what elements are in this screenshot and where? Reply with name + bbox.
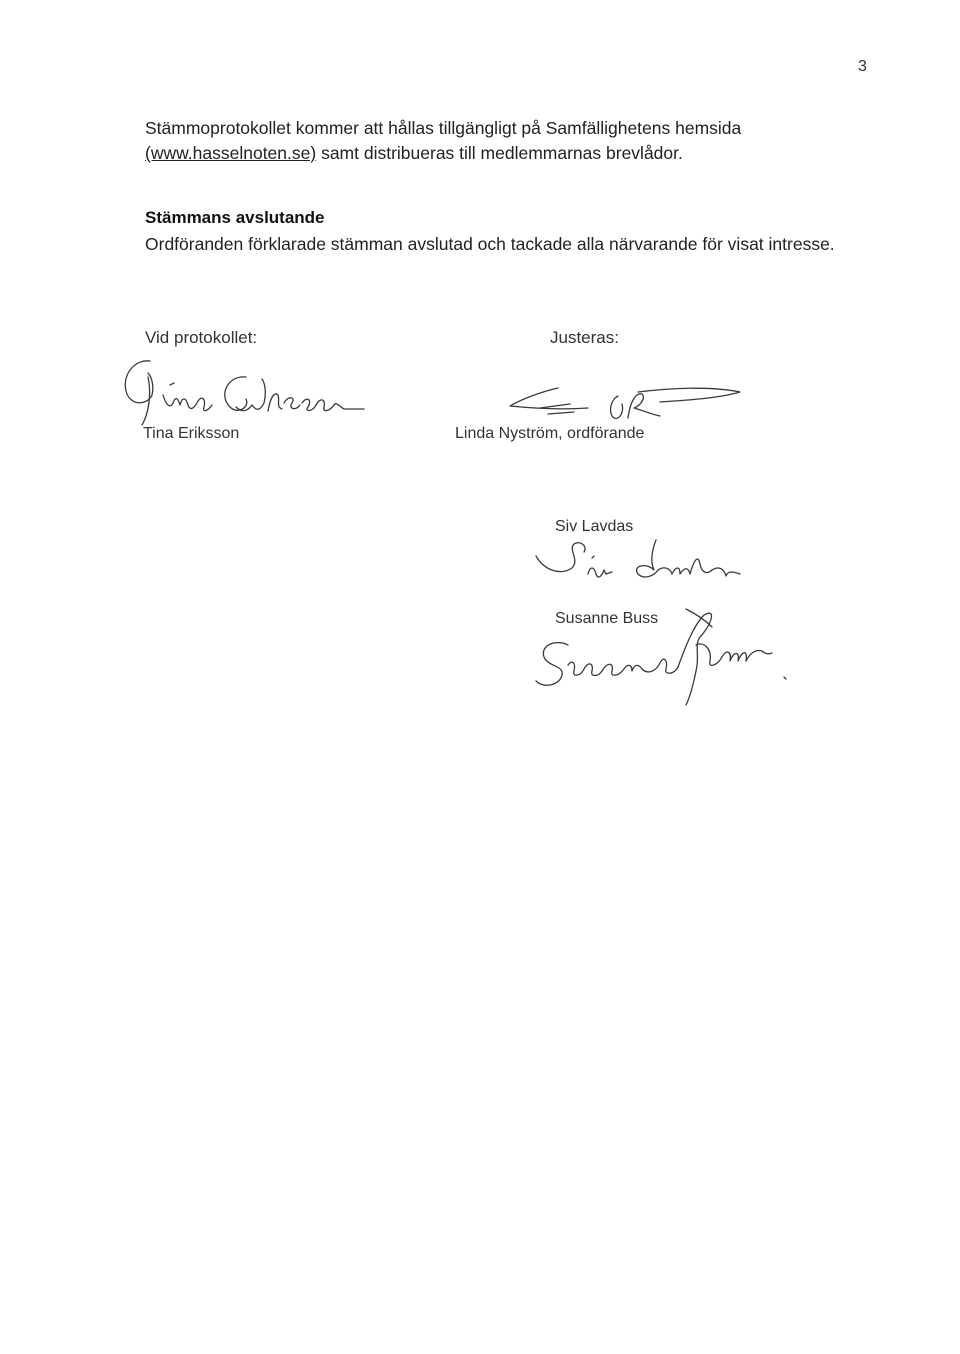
signature-susanne-buss	[528, 605, 808, 710]
paragraph-publication-line2-rest: samt distribueras till medlemmarnas brevlådor.	[316, 143, 683, 163]
chair-name: Linda Nyström, ordförande	[455, 425, 645, 442]
paragraph-closing: Ordföranden förklarade stämman avslutad och tackade alla närvarande för visat intresse.	[145, 234, 835, 254]
section-heading-closing: Stämmans avslutande	[145, 208, 325, 227]
vid-protokollet-label: Vid protokollet:	[145, 328, 258, 347]
website-link[interactable]: (www.hasselnoten.se)	[145, 143, 317, 163]
justeras-label: Justeras:	[550, 328, 619, 347]
paragraph-publication-line1: Stämmoprotokollet kommer att hållas tillgängligt på Samfällighetens hemsida	[145, 118, 742, 138]
adjuster-susanne-name: Susanne Buss	[555, 610, 659, 627]
signature-siv-lavdas	[530, 536, 750, 596]
adjuster-siv-name: Siv Lavdas	[555, 518, 634, 535]
page-number: 3	[858, 58, 867, 75]
paragraph-publication-line2	[145, 141, 741, 166]
paragraph-publication	[145, 116, 741, 166]
secretary-name: Tina Eriksson	[143, 425, 240, 442]
